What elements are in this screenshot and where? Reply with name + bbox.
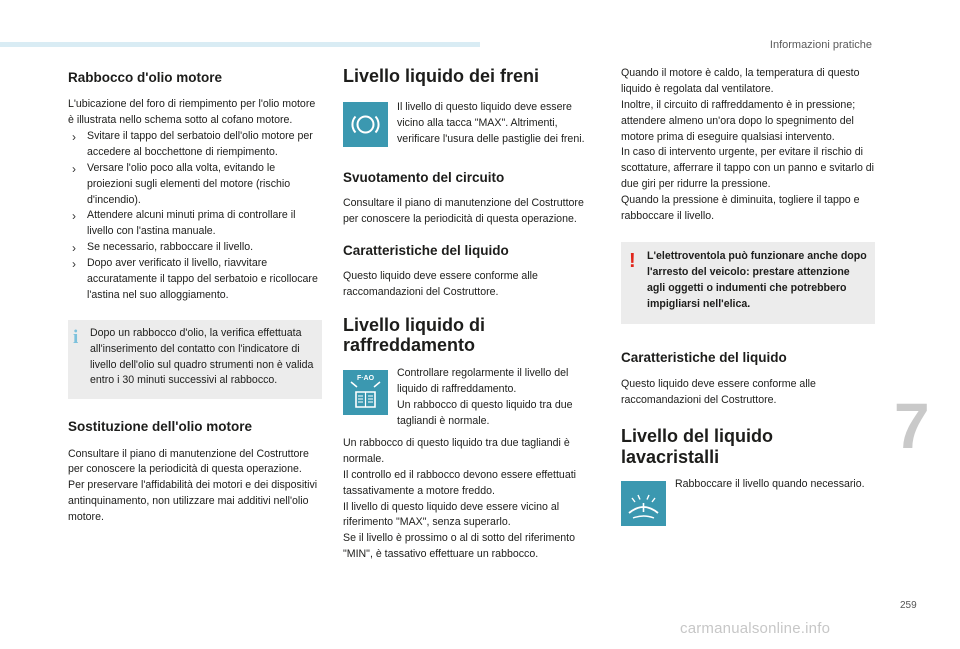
- list-item: › Versare l'olio poco alla volta, evitando le proiezioni sugli elementi del motore (rischio d'incendio).: [68, 161, 322, 209]
- drain-heading: Svuotamento del circuito: [343, 170, 505, 186]
- coolant-manual-icon: [343, 370, 388, 415]
- fluid-specs-heading: Caratteristiche del liquido: [343, 243, 509, 259]
- drain-text: Consultare il piano di manutenzione del Costruttore per conoscere la periodicità di questa operazione.: [343, 197, 584, 226]
- column-left: [68, 66, 322, 526]
- coolant-p3: Il livello di questo liquido deve essere vicino al riferimento "MAX", senza superarlo.: [343, 500, 560, 529]
- watermark: carmanualsonline.info: [680, 620, 831, 637]
- warning-icon: !: [629, 249, 636, 272]
- header-accent-bar: [0, 42, 480, 47]
- page-number: 259: [900, 600, 917, 611]
- oil-change-heading: Sostituzione dell'olio motore: [68, 419, 252, 435]
- coolant-icon-label: F·AO: [356, 375, 375, 383]
- coolant-p1: Un rabbocco di questo liquido tra due tagliandi è normale.: [343, 436, 570, 465]
- washer-text: Rabboccare il livello quando necessario.: [675, 477, 865, 490]
- coolant-intro-p1: Controllare regolarmente il livello del liquido di raffreddamento.: [397, 367, 569, 396]
- chapter-number: 7: [894, 390, 930, 462]
- oil-top-up-steps: [68, 129, 322, 304]
- warning-box: [621, 242, 875, 325]
- hot-engine-p4: Quando la pressione è diminuita, togliere il tappo e rabboccare il livello.: [621, 194, 860, 223]
- info-icon: i: [73, 326, 79, 348]
- coolant-intro-p2: Un rabbocco di questo liquido tra due tagliandi è normale.: [397, 399, 573, 428]
- oil-top-up-intro: L'ubicazione del foro di riempimento per l'olio motore è illustrata nello schema sotto al cofano motore.: [68, 98, 316, 127]
- list-item: › Attendere alcuni minuti prima di controllare il livello con l'astina manuale.: [68, 208, 322, 240]
- brake-warning-icon: [343, 102, 388, 147]
- fluid-specs-text: Questo liquido deve essere conforme alle raccomandazioni del Costruttore.: [343, 270, 538, 299]
- washer-specs-heading: Caratteristiche del liquido: [621, 350, 787, 366]
- oil-change-p1: Consultare il piano di manutenzione del Costruttore per conoscere la periodicità di questa operazione.: [68, 447, 309, 476]
- brake-fluid-heading: Livello liquido dei freni: [343, 66, 540, 86]
- hot-engine-p1: Quando il motore è caldo, la temperatura di questo liquido è regolata dal ventilatore.: [621, 67, 860, 95]
- brake-fluid-text: Il livello di questo liquido deve essere vicino alla tacca "MAX". Altrimenti, verificare l'usura delle pastiglie dei freni.: [397, 101, 585, 145]
- washer-heading: Livello del liquido lavacristalli: [621, 426, 774, 467]
- section-label: Informazioni pratiche: [769, 39, 872, 51]
- coolant-p2: Il controllo ed il rabbocco devono essere effettuati tassativamente a motore freddo.: [343, 468, 577, 497]
- coolant-block: [343, 366, 597, 430]
- hot-engine-p2: Inoltre, il circuito di raffreddamento è in pressione; attendere almeno un'ora dopo lo spegnimento del motore prima di eseguire qualsiasi intervento.: [621, 98, 856, 143]
- info-note-text: Dopo un rabbocco d'olio, la verifica effettuata all'inserimento del contatto con l'indicatore di livello dell'olio sul quadro strumenti non è valida entro i 30 minuti successivi al rabbocco.: [90, 326, 314, 387]
- warning-text: L'elettroventola può funzionare anche dopo l'arresto del veicolo: prestare attenzione agli oggetti o indumenti che potrebbero impigliarsi nell'elica.: [647, 249, 867, 310]
- coolant-heading: Livello liquido di raffreddamento: [343, 315, 485, 356]
- info-note-box: [68, 320, 322, 400]
- windscreen-washer-icon: [621, 481, 666, 526]
- column-right: [621, 66, 875, 533]
- coolant-p4: Se il livello è prossimo o al di sotto del riferimento "MIN", è tassativo effettuare un rabbocco.: [343, 532, 575, 561]
- oil-top-up-heading: Rabbocco d'olio motore: [68, 70, 222, 85]
- list-item: › Dopo aver verificato il livello, riavvitare accuratamente il tappo del serbatoio e ricollocare l'astina nel suo alloggiamento.: [68, 256, 322, 304]
- brake-fluid-block: [343, 100, 597, 156]
- column-middle: [343, 66, 597, 563]
- oil-change-p2: Per preservare l'affidabilità dei motori e dei dispositivi antinquinamento, non utilizzare mai additivi nell'olio motore.: [68, 479, 318, 524]
- hot-engine-p3: In caso di intervento urgente, per evitare il rischio di scottature, afferrare il tappo con un panno e svitarlo di due giri per ridurre la pressione.: [621, 146, 875, 191]
- list-item: › Se necessario, rabboccare il livello.: [68, 240, 322, 256]
- washer-specs-text: Questo liquido deve essere conforme alle raccomandazioni del Costruttore.: [621, 377, 816, 406]
- washer-block: [621, 477, 875, 533]
- list-item: › Svitare il tappo del serbatoio dell'olio motore per accedere al bocchettone di riempimento.: [68, 129, 322, 161]
